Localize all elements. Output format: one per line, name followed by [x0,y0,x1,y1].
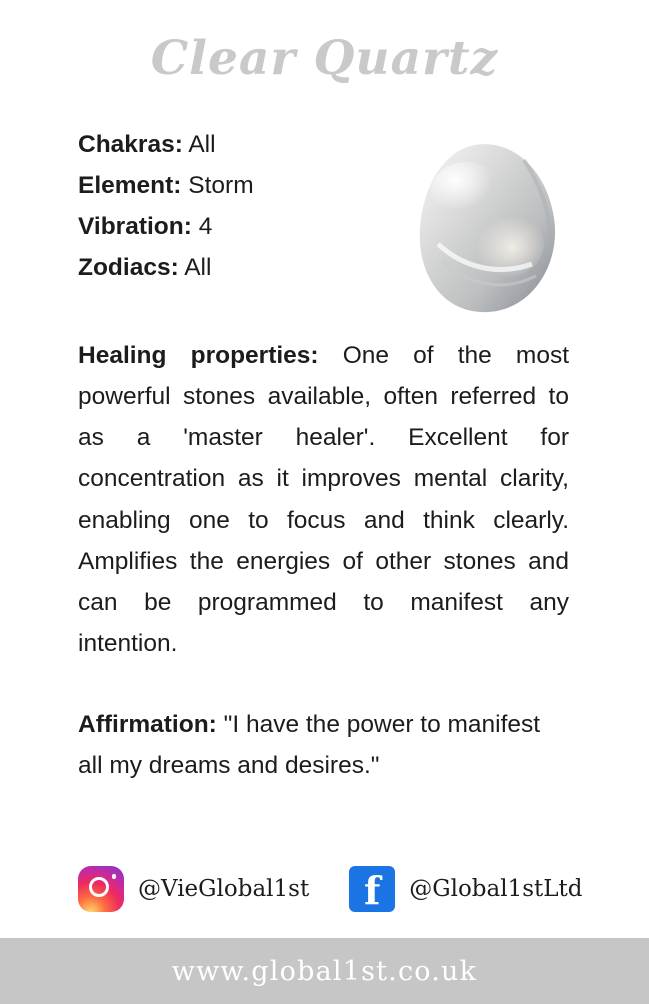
property-zodiacs-label: Zodiacs: [78,254,179,282]
property-vibration [78,207,254,248]
property-element-label: Element: [78,172,182,200]
property-chakras-label: Chakras: [78,131,183,159]
instagram-link[interactable] [78,866,309,912]
property-chakras-value: All [188,131,216,159]
healing-properties-label: Healing properties: [78,341,319,369]
facebook-link[interactable] [349,866,582,912]
crystal-image [412,140,572,320]
property-vibration-value: 4 [198,213,213,241]
healing-properties-text: One of the most powerful stones available, often referred to as a 'master healer'. Excellent for concentration as it improves mental clarity, enabling one to focus and think clearly. Amplifies the energies of other stones and can be programmed to manifest any intention. [78,341,569,658]
social-links [78,866,583,912]
healing-properties-paragraph [0,335,649,664]
property-element [78,166,254,207]
website-url[interactable]: www.global1st.co.uk [171,955,478,987]
instagram-icon[interactable] [78,866,124,912]
clear-quartz-stone-icon [412,140,572,320]
property-vibration-label: Vibration: [78,213,192,241]
property-chakras [78,125,254,166]
property-zodiacs-value: All [184,254,212,282]
property-element-value: Storm [188,172,254,200]
affirmation-label: Affirmation: [78,711,217,739]
facebook-glyph: f [364,868,381,913]
properties-list [0,125,254,289]
affirmation-text: "I have the power to manifest all my dreams and desires." [78,711,541,780]
page-title: Clear Quartz [150,31,499,86]
facebook-handle: @Global1stLtd [409,876,583,902]
footer-bar [0,938,649,1004]
instagram-handle: @VieGlobal1st [138,876,310,902]
affirmation-paragraph [0,704,649,786]
facebook-icon[interactable] [349,866,395,912]
property-zodiacs [78,248,254,289]
